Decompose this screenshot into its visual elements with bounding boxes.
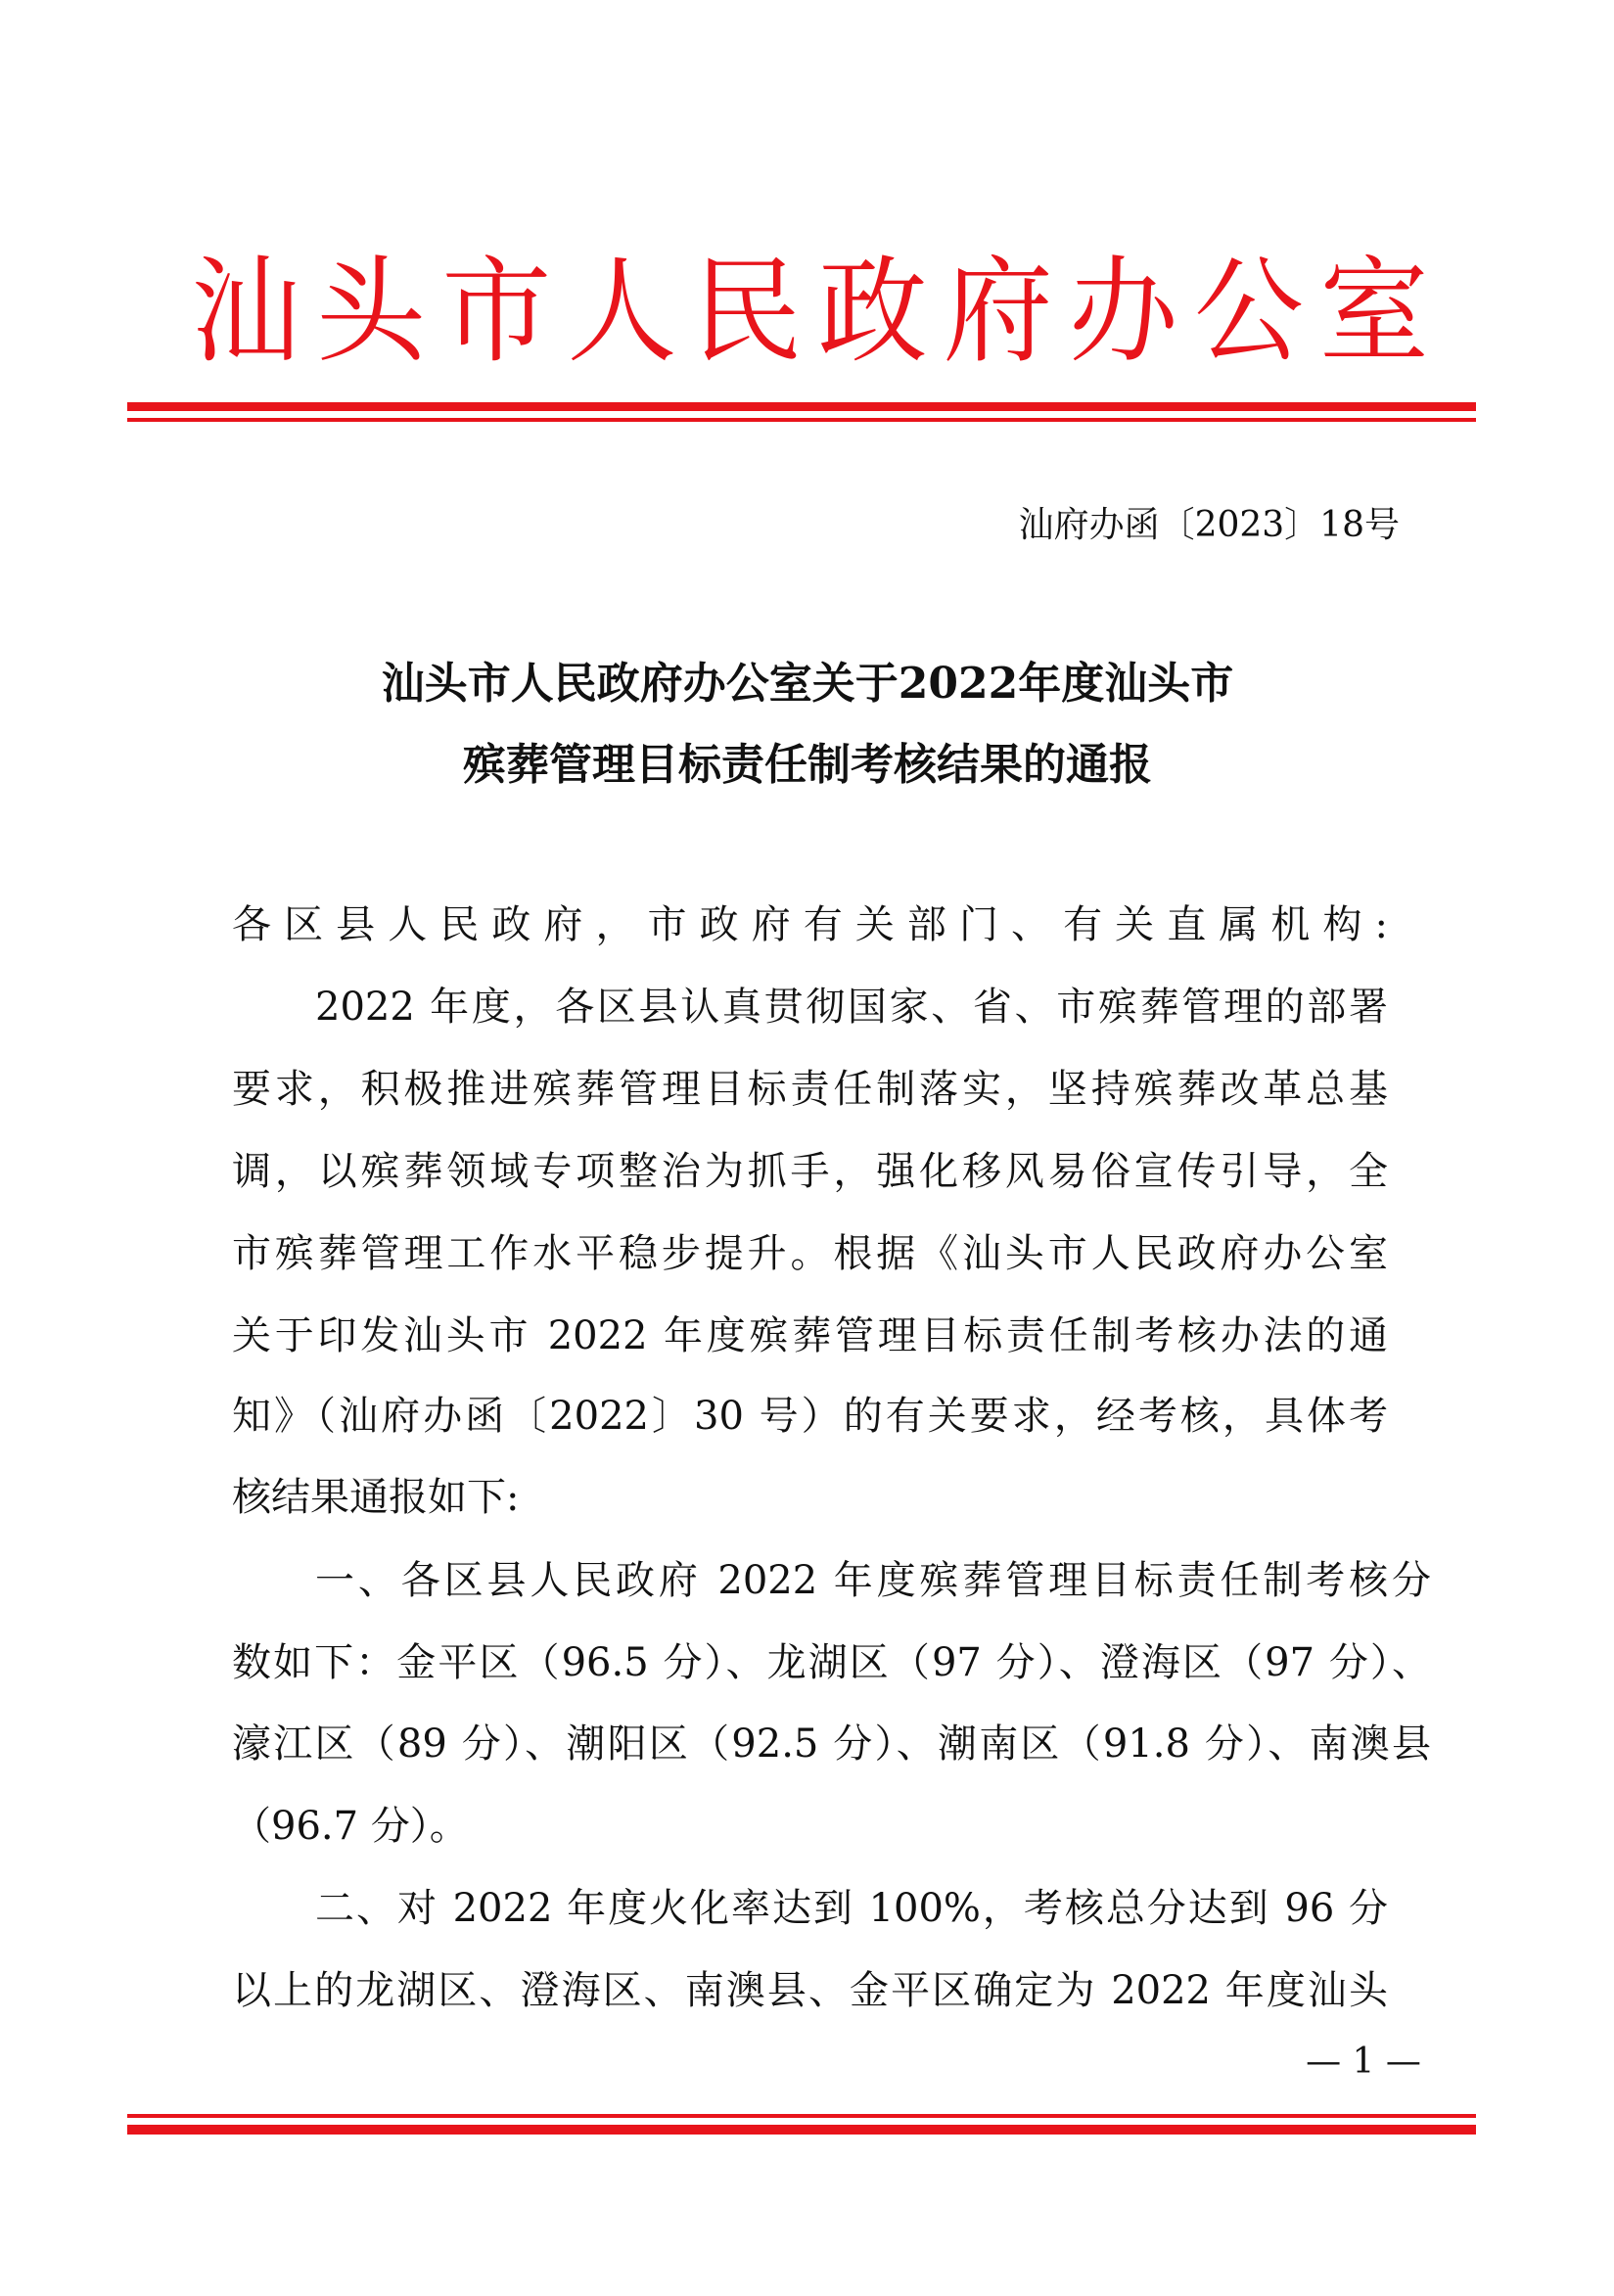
body-line: 知》（汕府办函〔2022〕30 号）的有关要求，经考核，具体考 (232, 1394, 1388, 1439)
document-title-line-1: 汕头市人民政府办公室关于2022年度汕头市 (381, 659, 1234, 709)
footer-thin-rule (127, 2114, 1476, 2118)
footer-thick-rule (127, 2125, 1476, 2135)
item-1-line: 一、各区县人民政府 2022 年度殡葬管理目标责任制考核分 (315, 1558, 1431, 1603)
body-line: 关于印发汕头市 2022 年度殡葬管理目标责任制考核办法的通 (232, 1313, 1388, 1358)
item-2-line: 二、对 2022 年度火化率达到 100%，考核总分达到 96 分 (315, 1886, 1388, 1931)
body-line: 要求，积极推进殡葬管理目标责任制落实，坚持殡葬改革总基 (232, 1067, 1388, 1112)
header-thin-rule (127, 418, 1476, 422)
item-1-line: 濠江区（89 分）、潮阳区（92.5 分）、潮南区（91.8 分）、南澳县 (232, 1722, 1431, 1767)
body-line: 调，以殡葬领域专项整治为抓手，强化移风易俗宣传引导，全 (232, 1149, 1388, 1194)
document-number: 汕府办函〔2023〕18号 (1018, 505, 1400, 545)
item-1-line: （96.7 分）。 (232, 1804, 469, 1849)
header-thick-rule (127, 402, 1476, 411)
page-number: — 1 — (1306, 2042, 1421, 2082)
body-line: 核结果通报如下: (232, 1475, 520, 1520)
body-line: 市殡葬管理工作水平稳步提升。根据《汕头市人民政府办公室 (232, 1231, 1388, 1276)
item-2-line: 以上的龙湖区、澄海区、南澳县、金平区确定为 2022 年度汕头 (232, 1968, 1388, 2013)
masthead-title: 汕头市人民政府办公室 (191, 249, 1429, 378)
body-line: 2022 年度，各区县认真贯彻国家、省、市殡葬管理的部署 (315, 985, 1388, 1030)
item-1-line: 数如下：金平区（96.5 分）、龙湖区（97 分）、澄海区（97 分）、 (232, 1640, 1431, 1685)
document-title-line-2: 殡葬管理目标责任制考核结果的通报 (463, 740, 1152, 790)
greeting: 各区县人民政府，市政府有关部门、有关直属机构: (232, 902, 1388, 947)
